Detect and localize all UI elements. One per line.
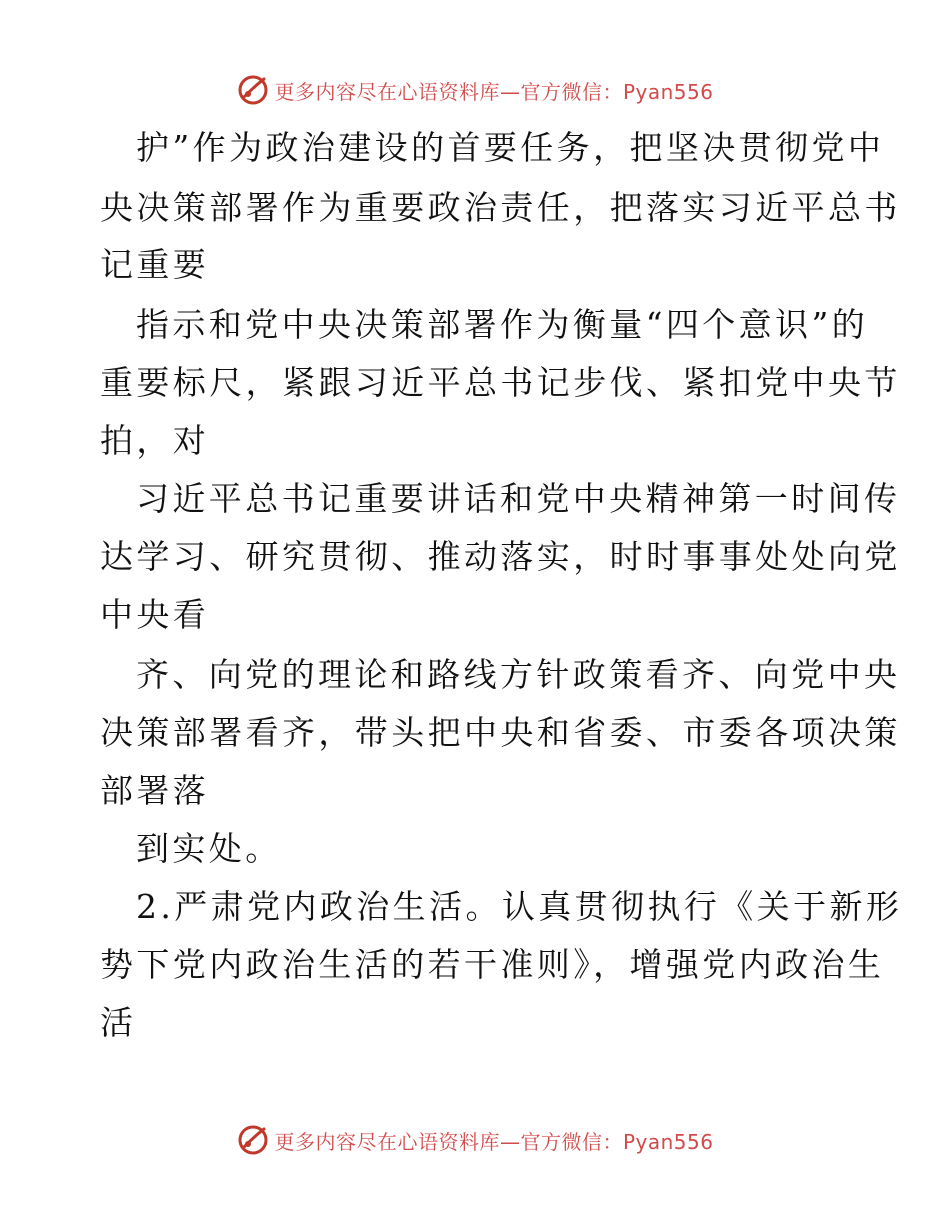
- text-line: 势下党内政治生活的若干准则》，增强党内政治生: [100, 945, 885, 984]
- text-line: 活: [100, 1003, 137, 1042]
- text-line: 拍，对: [100, 421, 210, 460]
- text-line: 中央看: [100, 595, 210, 634]
- header-watermark: [0, 70, 950, 110]
- text-line: 齐、向党的理论和路线方针政策看齐、向党中央: [136, 655, 901, 694]
- text-line: 记重要: [100, 245, 210, 284]
- footer-watermark: [0, 1120, 950, 1160]
- header-watermark-text: 更多内容尽在心语资料库—官方微信：Pyan556: [274, 79, 714, 104]
- text-line: 到实处。: [136, 829, 282, 868]
- footer-watermark-text: 更多内容尽在心语资料库—官方微信：Pyan556: [274, 1129, 714, 1154]
- text-line: 央决策部署作为重要政治责任，把落实习近平总书: [100, 188, 901, 227]
- brush-logo-icon: [236, 73, 270, 107]
- text-line: 部署落: [100, 771, 210, 810]
- text-line: 重要标尺，紧跟习近平总书记步伐、紧扣党中央节: [100, 363, 901, 402]
- text-line: 决策部署看齐，带头把中央和省委、市委各项决策: [100, 713, 901, 752]
- text-line: 指示和党中央决策部署作为衡量“四个意识”的: [136, 305, 869, 344]
- text-line: 习近平总书记重要讲话和党中央精神第一时间传: [136, 479, 901, 518]
- text-line: 达学习、研究贯彻、推动落实，时时事事处处向党: [100, 537, 901, 576]
- text-line: 护”作为政治建设的首要任务，把坚决贯彻党中: [136, 128, 885, 167]
- brush-logo-icon: [236, 1123, 270, 1157]
- text-line: 2.严肃党内政治生活。认真贯彻执行《关于新形: [136, 887, 903, 926]
